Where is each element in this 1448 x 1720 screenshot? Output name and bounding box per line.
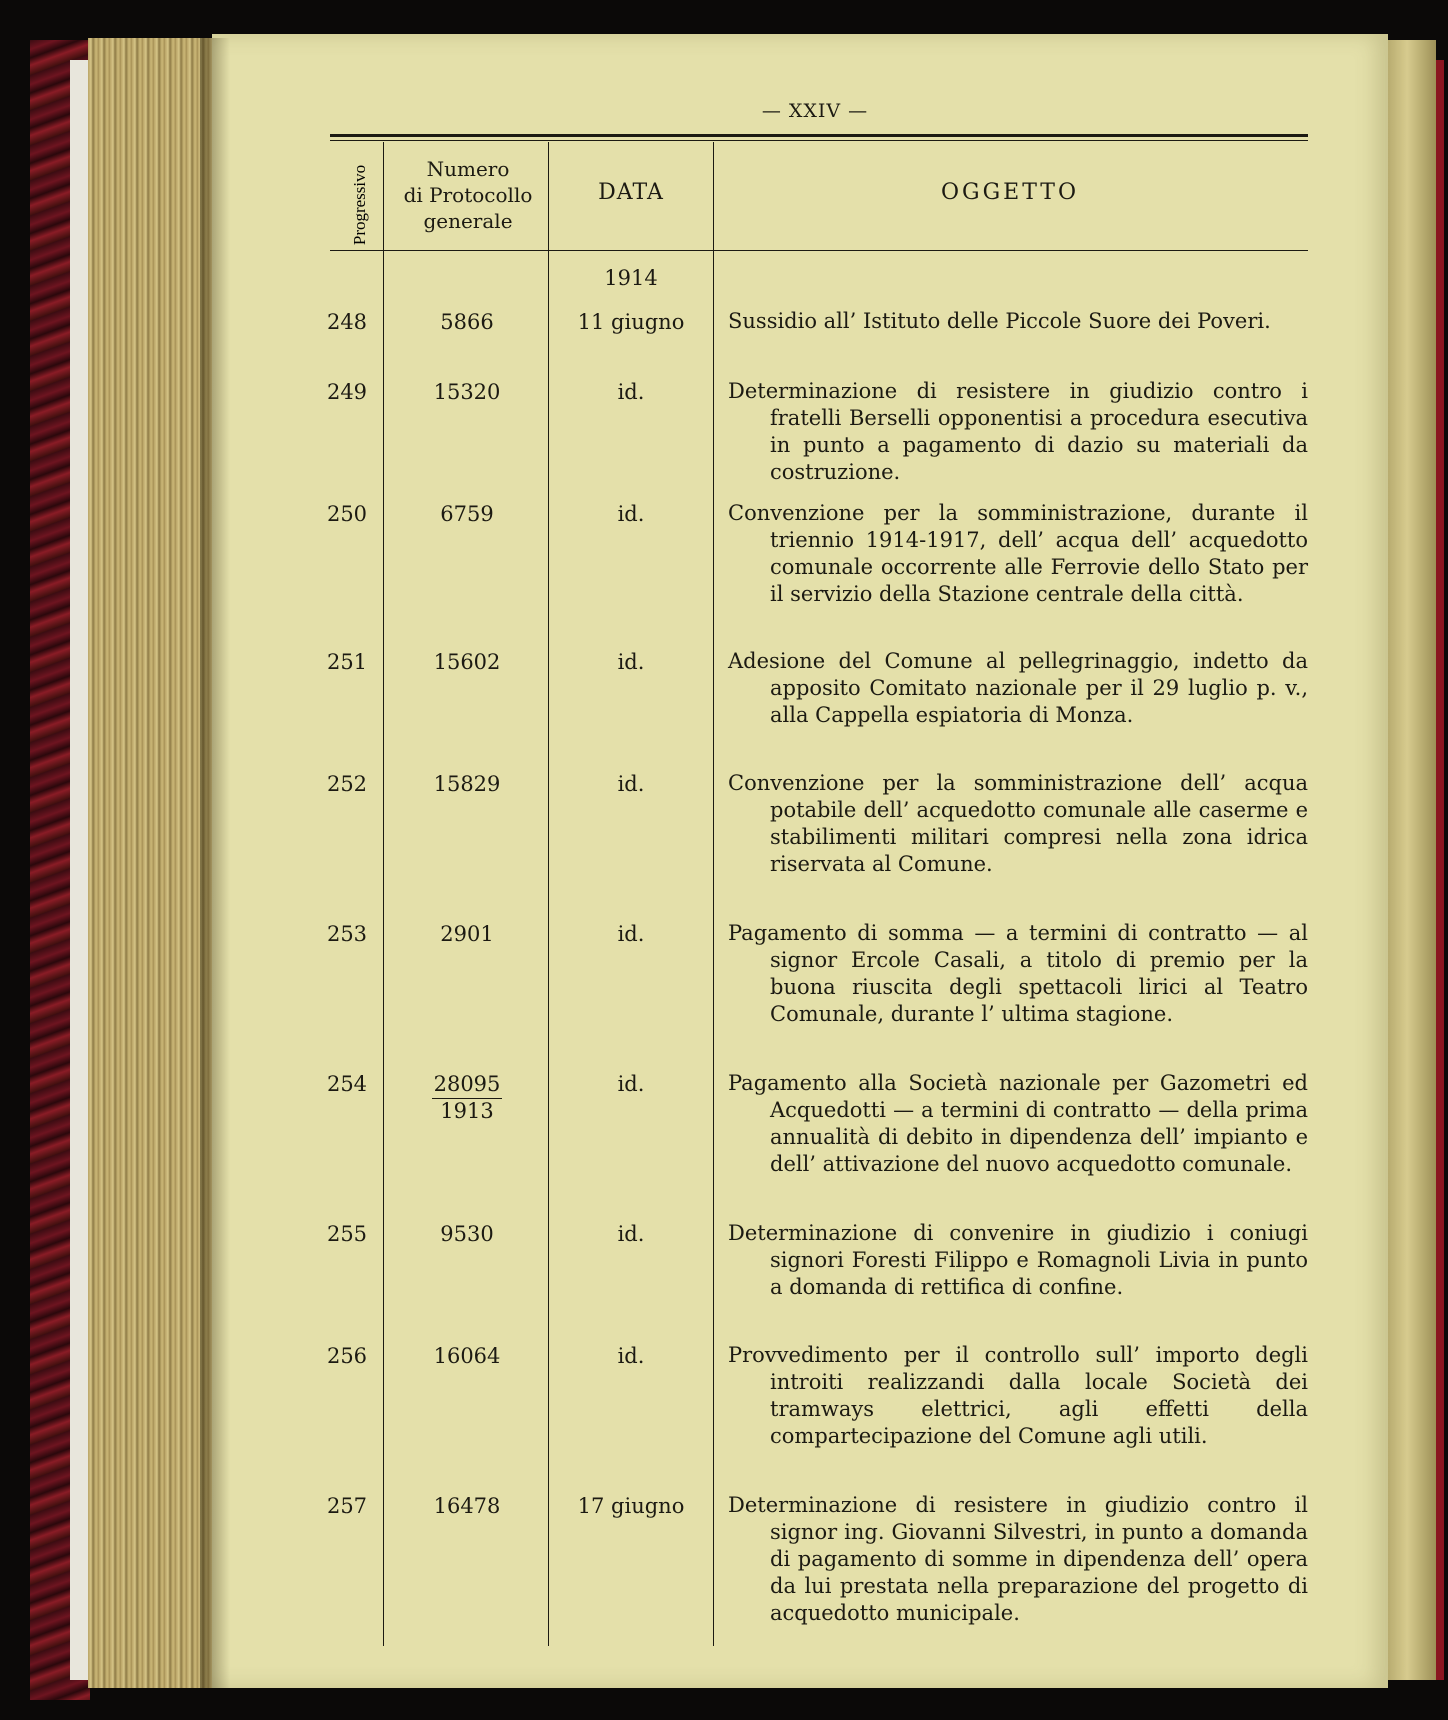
row-date: id. xyxy=(617,1344,645,1368)
row-subject: Determinazione di resistere in giudizio contro i fratelli Berselli opponentisi a procedura esecutiva in punto a pagamento di dazio su materiali da costruzione. xyxy=(728,379,1308,484)
row-progressive: 248 xyxy=(326,310,368,334)
table-top-rule xyxy=(330,134,1308,137)
row-protocol-number: 16478 xyxy=(433,1494,501,1518)
row-date: 11 giugno xyxy=(577,310,685,334)
gutter-shadow xyxy=(200,38,230,1688)
page-edges xyxy=(88,38,218,1688)
row-date: id. xyxy=(617,502,645,526)
row-subject: Determinazione di resistere in giudizio contro il signor ing. Giovanni Silvestri, in punto a domanda di pagamento di somme in dipendenza dell’ opera da lui prestata nella preparazione del progetto di acquedotto municipale. xyxy=(728,1493,1308,1625)
column-divider xyxy=(713,142,714,1646)
column-divider xyxy=(548,142,549,1646)
year-label: 1914 xyxy=(604,266,658,290)
row-date: id. xyxy=(617,380,645,404)
row-progressive: 254 xyxy=(326,1072,368,1096)
column-divider xyxy=(383,142,384,1646)
row-progressive: 257 xyxy=(326,1494,368,1518)
row-subject: Convenzione per la somministrazione dell’ acqua potabile dell’ acquedotto comunale alle caserme e stabilimenti militari compresi nella zona idrica riservata al Comune. xyxy=(728,771,1308,876)
header-numero: Numero di Protocollo generale xyxy=(403,157,533,233)
row-protocol-number: 15829 xyxy=(433,772,501,796)
row-subject: Pagamento alla Società nazionale per Gazometri ed Acquedotti — a termini di contratto — della prima annualità di debito in dipendenza dell’ impianto e dell’ attivazione del nuovo acquedotto comunale. xyxy=(728,1071,1308,1176)
row-protocol-number: 9530 xyxy=(440,1222,494,1246)
protocol-number-year: 1913 xyxy=(432,1098,502,1123)
row-subject: Adesione del Comune al pellegrinaggio, indetto da apposito Comitato nazionale per il 29 luglio p. v., alla Cappella espiatoria di Monza. xyxy=(728,649,1308,727)
page-number: — XXIV — xyxy=(761,100,869,122)
row-subject: Sussidio all’ Istituto delle Piccole Suore dei Poveri. xyxy=(728,309,1271,333)
row-date: id. xyxy=(617,650,645,674)
row-progressive: 253 xyxy=(326,922,368,946)
table-header-rule xyxy=(330,250,1308,251)
row-date: 17 giugno xyxy=(577,1494,685,1518)
row-date: id. xyxy=(617,1222,645,1246)
row-subject: Provvedimento per il controllo sull’ importo degli introiti realizzandi dalla locale Società dei tramways elettrici, agli effetti della compartecipazione del Comune agli utili. xyxy=(728,1343,1308,1448)
row-protocol-number: 2901 xyxy=(440,922,494,946)
protocol-number-main: 28095 xyxy=(433,1072,501,1096)
header-progressivo: Progressivo xyxy=(350,164,369,246)
table-top-rule-thin xyxy=(330,140,1308,141)
row-subject: Convenzione per la somministrazione, durante il triennio 1914-1917, dell’ acqua dell’ acquedotto comunale occorrente alle Ferrovie dello Stato per il servizio della Stazione centrale della città. xyxy=(728,501,1308,606)
row-subject: Determinazione di convenire in giudizio i coniugi signori Foresti Filippo e Romagnoli Livia in punto a domanda di rettifica di confine. xyxy=(728,1221,1308,1299)
row-subject: Pagamento di somma — a termini di contratto — al signor Ercole Casali, a titolo di premio per la buona riuscita degli spettacoli lirici al Teatro Comunale, durante l’ ultima stagione. xyxy=(728,921,1308,1026)
row-progressive: 249 xyxy=(326,380,368,404)
header-data: DATA xyxy=(598,180,664,205)
row-date: id. xyxy=(617,922,645,946)
row-progressive: 252 xyxy=(326,772,368,796)
row-progressive: 250 xyxy=(326,502,368,526)
row-protocol-number: 15320 xyxy=(433,380,501,404)
row-date: id. xyxy=(617,1072,645,1096)
row-protocol-number xyxy=(392,1072,542,1123)
row-protocol-number: 15602 xyxy=(433,650,501,674)
row-date: id. xyxy=(617,772,645,796)
right-page-edge xyxy=(1388,40,1436,1680)
binding-endpaper xyxy=(70,60,88,1680)
row-protocol-number: 6759 xyxy=(440,502,494,526)
header-oggetto: OGGETTO xyxy=(940,180,1080,205)
row-progressive: 256 xyxy=(326,1344,368,1368)
row-protocol-number: 16064 xyxy=(433,1344,501,1368)
row-progressive: 255 xyxy=(326,1222,368,1246)
row-protocol-number: 5866 xyxy=(440,310,494,334)
right-cover-edge xyxy=(1436,60,1444,1680)
row-progressive: 251 xyxy=(326,650,368,674)
